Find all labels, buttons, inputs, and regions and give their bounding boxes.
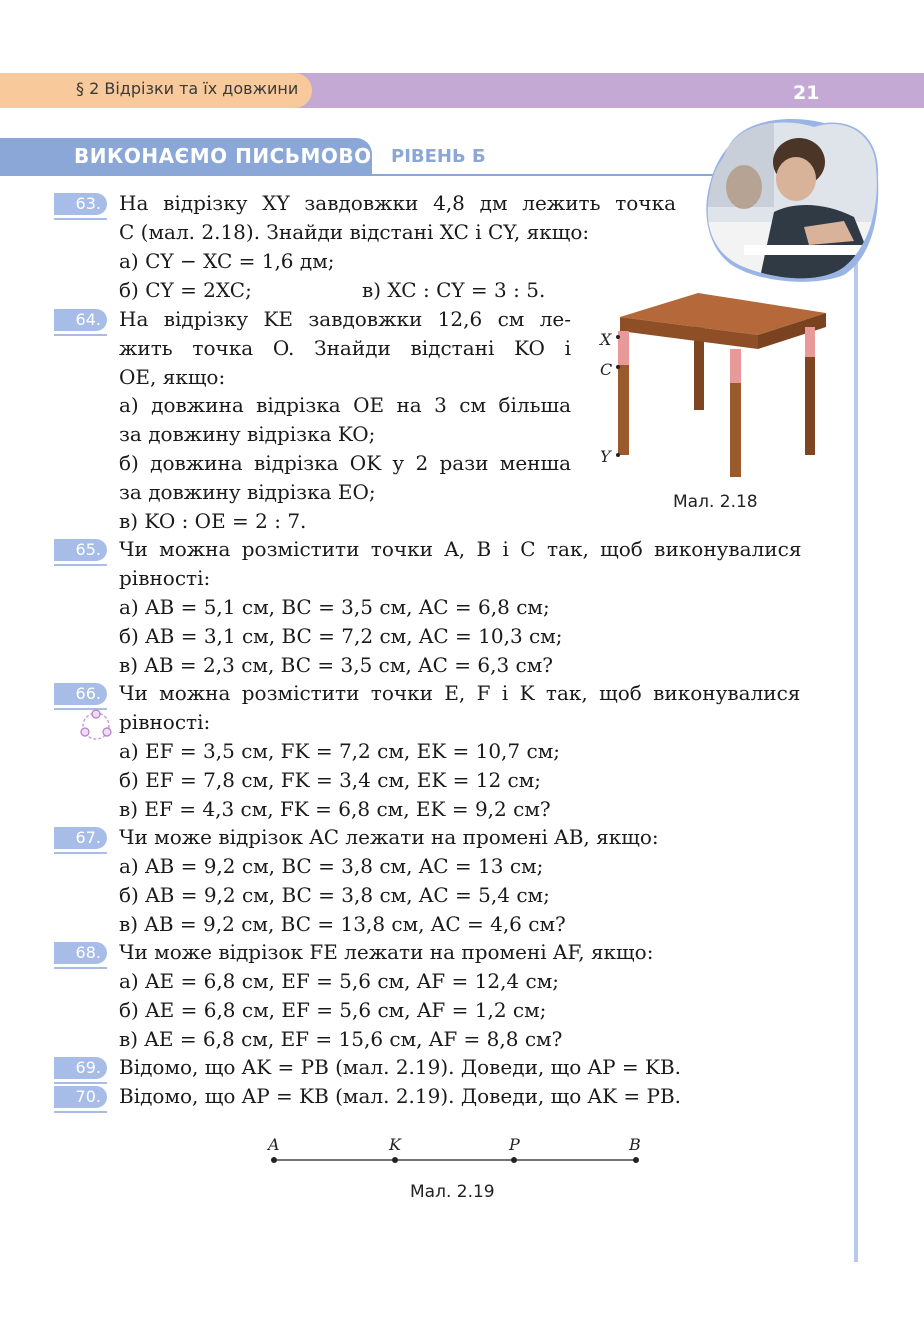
problem-number-69: 69.: [54, 1057, 107, 1079]
problem-66-line-1: Чи можна розмістити точки E, F і K так, щоб виконувалися: [119, 681, 801, 705]
label-c: C: [600, 360, 613, 379]
problem-63-line-4: б) CY = 2XC;: [119, 278, 252, 302]
problem-64-line-4: а) довжина відрізка OE на 3 см більша: [119, 393, 571, 417]
problem-66-line-2: рівності:: [119, 710, 211, 734]
problem-69-line-1: Відомо, що AK = PB (мал. 2.19). Доведи, що AP = KB.: [119, 1055, 681, 1079]
problem-63-line-3: а) CY − XC = 1,6 дм;: [119, 249, 335, 273]
problem-number-66: 66.: [54, 683, 107, 705]
problem-64-line-1: На відрізку KE завдовжки 12,6 см ле-: [119, 307, 571, 331]
label-y: Y: [600, 447, 611, 466]
point-c: [616, 365, 620, 369]
problem-number-68: 68.: [54, 942, 107, 964]
problem-65-line-3: а) AB = 5,1 см, BC = 3,5 см, AC = 6,8 см;: [119, 595, 550, 619]
problem-63-line-1: На відрізку XY завдовжки 4,8 дм лежить точка: [119, 191, 676, 215]
problem-70-line-1: Відомо, що AP = KB (мал. 2.19). Доведи, що AK = PB.: [119, 1084, 681, 1108]
problem-65-line-2: рівності:: [119, 566, 211, 590]
figure-219-caption: Мал. 2.19: [410, 1182, 495, 1202]
page-number: 21: [793, 82, 820, 104]
problem-64-line-6: б) довжина відрізка OK у 2 рази менша: [119, 451, 571, 475]
problem-68-line-4: в) AE = 6,8 см, EF = 15,6 см, AF = 8,8 см?: [119, 1027, 563, 1051]
problem-number-70: 70.: [54, 1086, 107, 1108]
problem-number-63: 63.: [54, 193, 107, 215]
point-p: [511, 1157, 517, 1163]
banner-title: ВИКОНАЄМО ПИСЬМОВО: [74, 144, 372, 168]
label-x: X: [600, 330, 612, 349]
problem-65-line-1: Чи можна розмістити точки A, B і C так, щоб виконувалися: [119, 537, 802, 561]
table-figure: [600, 285, 840, 485]
label-a: A: [268, 1135, 280, 1154]
point-y: [616, 453, 620, 457]
label-b: B: [629, 1135, 641, 1154]
problem-67-line-2: а) AB = 9,2 см, BC = 3,8 см, AC = 13 см;: [119, 854, 544, 878]
point-b: [633, 1157, 639, 1163]
label-k: K: [389, 1135, 401, 1154]
leg-highlight: [805, 327, 815, 357]
problem-65-line-4: б) AB = 3,1 см, BC = 7,2 см, AC = 10,3 см;: [119, 624, 563, 648]
problem-63-line-5: в) XC : CY = 3 : 5.: [362, 278, 546, 302]
segment-figure: [265, 1150, 645, 1170]
problem-65-line-5: в) AB = 2,3 см, BC = 3,5 см, AC = 6,3 см?: [119, 653, 554, 677]
problem-number-67: 67.: [54, 827, 107, 849]
problem-63-line-2: C (мал. 2.18). Знайди відстані XC і CY, якщо:: [119, 220, 590, 244]
label-p: P: [509, 1135, 520, 1154]
problem-64-line-2: жить точка O. Знайди відстані KO і: [119, 336, 571, 360]
problem-66-line-4: б) EF = 7,8 см, FK = 3,4 см, EK = 12 см;: [119, 768, 542, 792]
margin-rule: [854, 176, 858, 1262]
problem-68-line-2: а) AE = 6,8 см, EF = 5,6 см, AF = 12,4 см;: [119, 969, 559, 993]
banner-level: РІВЕНЬ Б: [391, 146, 486, 167]
problem-67-line-1: Чи може відрізок AC лежати на промені AB, якщо:: [119, 825, 659, 849]
point-a: [271, 1157, 277, 1163]
problem-68-line-1: Чи може відрізок FE лежати на промені AF, якщо:: [119, 940, 654, 964]
problem-number-65: 65.: [54, 539, 107, 561]
group-work-icon: [78, 708, 114, 744]
problem-64-line-8: в) KO : OE = 2 : 7.: [119, 509, 307, 533]
figure-218-caption: Мал. 2.18: [673, 492, 758, 512]
problem-64-line-3: OE, якщо:: [119, 365, 226, 389]
problem-67-line-4: в) AB = 9,2 см, BC = 13,8 см, AC = 4,6 см?: [119, 912, 566, 936]
problem-68-line-3: б) AE = 6,8 см, EF = 5,6 см, AF = 1,2 см;: [119, 998, 547, 1022]
problem-64-line-7: за довжину відрізка EO;: [119, 480, 376, 504]
point-k: [392, 1157, 398, 1163]
students-photo: [704, 117, 880, 282]
problem-66-line-5: в) EF = 4,3 см, FK = 6,8 см, EK = 9,2 см?: [119, 797, 551, 821]
problem-number-64: 64.: [54, 309, 107, 331]
section-title: § 2 Відрізки та їх довжини: [76, 79, 299, 98]
problem-64-line-5: за довжину відрізка KO;: [119, 422, 376, 446]
problem-67-line-3: б) AB = 9,2 см, BC = 3,8 см, AC = 5,4 см;: [119, 883, 550, 907]
point-x: [616, 335, 620, 339]
problem-66-line-3: а) EF = 3,5 см, FK = 7,2 см, EK = 10,7 см;: [119, 739, 560, 763]
